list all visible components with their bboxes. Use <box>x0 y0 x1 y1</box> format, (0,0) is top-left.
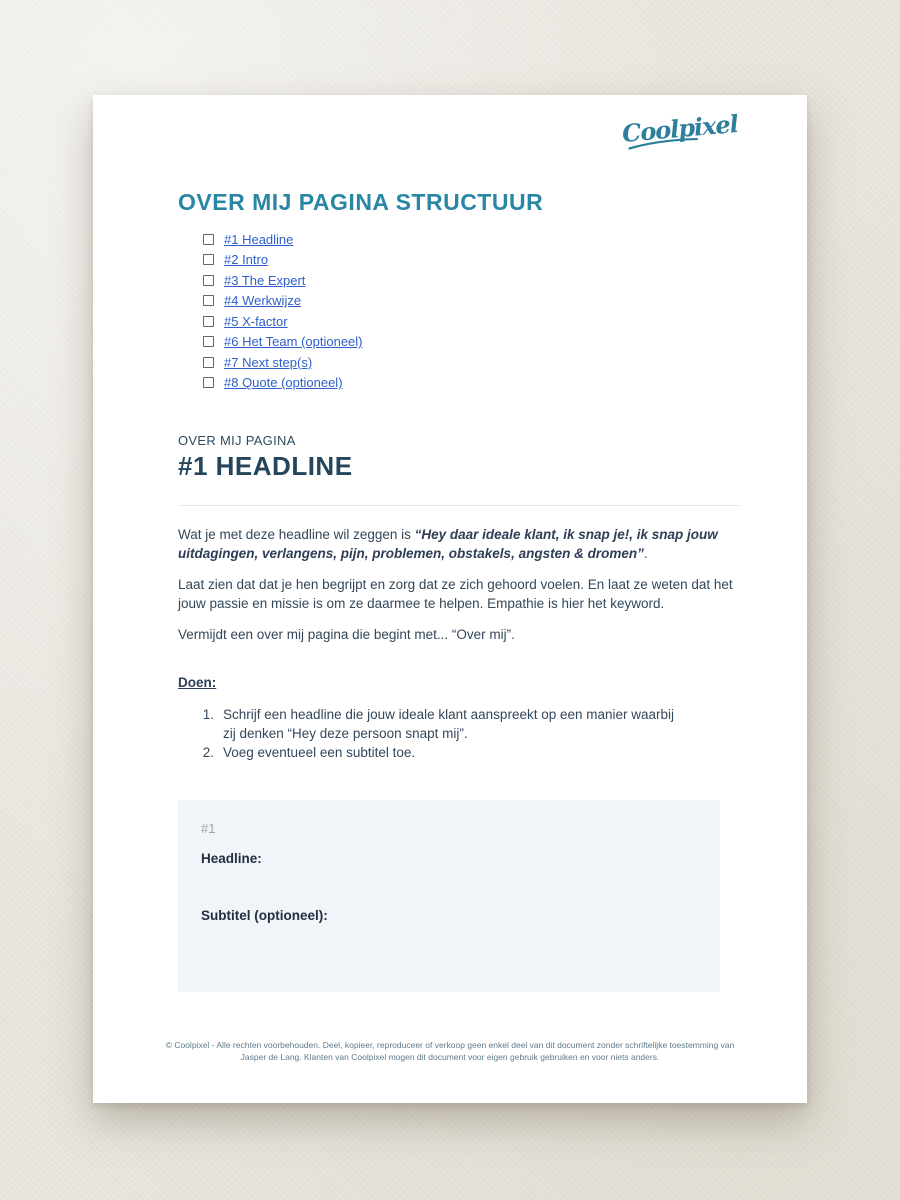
checkbox-icon[interactable] <box>203 357 214 368</box>
paragraph-empathy: Laat zien dat dat je hen begrijpt en zorg dat ze zich gehoord voelen. En laat ze weten dat het jouw passie en missie is om ze daarmee te helpen. Empathie is hier het keyword. <box>178 577 733 611</box>
checklist-link-next-steps[interactable]: #7 Next step(s) <box>224 354 313 370</box>
worksheet-field-subtitel: Subtitel (optioneel): <box>201 908 328 923</box>
body-copy <box>178 525 740 644</box>
section-divider <box>178 505 740 506</box>
paragraph-lead-text: Wat je met deze headline wil zeggen is <box>178 527 415 542</box>
todo-item-number: 2. <box>202 745 214 760</box>
checklist-row-6 <box>203 332 740 353</box>
checkbox-icon[interactable] <box>203 234 214 245</box>
page-title: OVER MIJ PAGINA STRUCTUUR <box>178 189 544 215</box>
paragraph-headline-goal <box>178 525 740 563</box>
copyright-footer: © Coolpixel - Alle rechten voorbehouden. Deel, kopieer, reproduceer of verkoop geen enkel deel van dit document zonder schriftelijke toestemming van Jasper de Lang. Klanten van Coolpixel mogen dit document voor eigen gebruik gebruiken en voor niets anders. <box>165 1040 735 1062</box>
paragraph-quote-text: “Hey daar ideale klant, ik snap je!, ik snap jouw uitdagingen, verlangens, pijn, problemen, obstakels, angsten & dromen” <box>178 527 718 561</box>
structure-checklist <box>203 229 740 393</box>
paragraph-avoid: Vermijdt een over mij pagina die begint met... “Over mij”. <box>178 627 515 642</box>
section-eyebrow: OVER MIJ PAGINA <box>178 433 296 448</box>
todo-item-number: 1. <box>202 707 214 722</box>
checkbox-icon[interactable] <box>203 377 214 388</box>
checklist-link-het-team[interactable]: #6 Het Team (optioneel) <box>224 334 363 350</box>
todo-label: Doen: <box>178 675 217 690</box>
todo-item-2 <box>200 743 740 762</box>
checklist-row-4 <box>203 291 740 312</box>
checkbox-icon[interactable] <box>203 316 214 327</box>
document-page <box>93 95 807 1103</box>
paragraph-tail-text: . <box>643 546 648 561</box>
checklist-link-x-factor[interactable]: #5 X-factor <box>224 313 288 329</box>
todo-item-text: Voeg eventueel een subtitel toe. <box>223 745 416 760</box>
section-heading: #1 HEADLINE <box>178 451 353 481</box>
checklist-row-7 <box>203 352 740 373</box>
checkbox-icon[interactable] <box>203 336 214 347</box>
coolpixel-logo <box>621 109 739 148</box>
checklist-link-werkwijze[interactable]: #4 Werkwijze <box>224 293 302 309</box>
checkbox-icon[interactable] <box>203 275 214 286</box>
todo-list <box>200 705 740 762</box>
checklist-row-2 <box>203 250 740 271</box>
checklist-row-1 <box>203 229 740 250</box>
checklist-row-8 <box>203 373 740 394</box>
coolpixel-logo-text: Coolpixel <box>621 109 739 148</box>
checkbox-icon[interactable] <box>203 295 214 306</box>
worksheet-box[interactable] <box>178 800 720 992</box>
todo-item-1 <box>200 705 740 743</box>
worksheet-field-headline: Headline: <box>201 851 262 866</box>
checklist-link-the-expert[interactable]: #3 The Expert <box>224 272 306 288</box>
checklist-link-quote[interactable]: #8 Quote (optioneel) <box>224 375 343 391</box>
page-content <box>93 95 807 992</box>
checkbox-icon[interactable] <box>203 254 214 265</box>
todo-item-text: Schrijf een headline die jouw ideale klant aanspreekt op een manier waarbij zij denken “Hey deze persoon snapt mij”. <box>223 707 675 741</box>
logo-row <box>178 109 740 155</box>
checklist-row-3 <box>203 270 740 291</box>
worksheet-number: #1 <box>201 821 216 836</box>
checklist-link-intro[interactable]: #2 Intro <box>224 252 269 268</box>
checklist-row-5 <box>203 311 740 332</box>
checklist-link-headline[interactable]: #1 Headline <box>224 231 294 247</box>
